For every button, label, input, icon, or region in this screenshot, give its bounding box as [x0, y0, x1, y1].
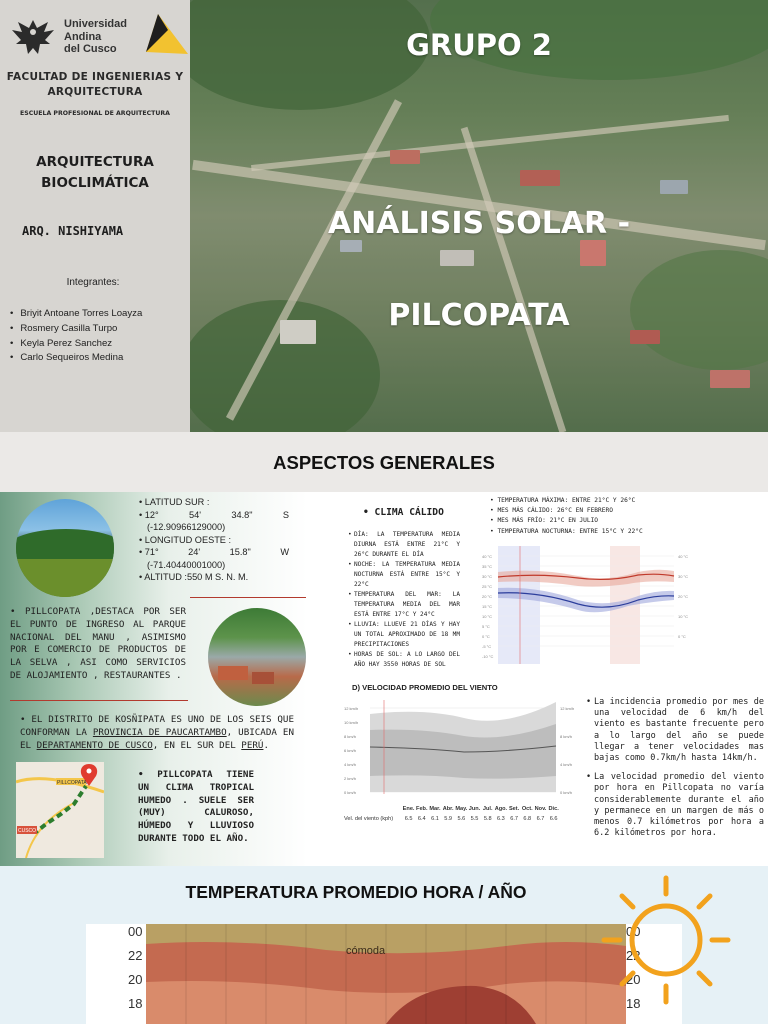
map-label-cusco: CUSCO	[18, 828, 37, 834]
pilcopata-description: • PILLCOPATA ,DESTACA POR SER EL PUNTO DE INGRESO AL PARQUE NACIONAL DEL MANU , ASIMISMO POR E COMERCIO DE PRODUCTOS DE LA SELVA , ASI COMO SERVICIOS DE ALOJAMIENTO , RESTAURANTES .	[10, 606, 186, 681]
svg-text:5 °C: 5 °C	[482, 624, 490, 629]
country-link[interactable]: PERÚ	[241, 739, 264, 751]
svg-text:4 km/h: 4 km/h	[344, 762, 357, 767]
svg-text:6 km/h: 6 km/h	[344, 748, 357, 753]
department-link[interactable]: DEPARTAMENTO DE CUSCO	[36, 739, 153, 751]
clima-item: • DÍA: LA TEMPERATURA MEDIA DIURNA ESTÁ ENTRE 21°C Y 26°C DURANTE EL DÍA	[348, 530, 460, 560]
map-label-pilcopata: PILLCOPATA	[57, 780, 87, 786]
province-link[interactable]: PROVINCIA DE PAUCARTAMBO	[92, 726, 227, 738]
latitude-label: • LATITUD SUR :	[139, 497, 210, 507]
university-logo	[10, 14, 180, 60]
mountain-landscape-photo	[16, 499, 114, 597]
location-map	[16, 762, 104, 858]
sun-icon	[598, 870, 738, 1010]
svg-text:0 km/h: 0 km/h	[560, 790, 573, 795]
coordinates-block	[139, 496, 289, 584]
yellow-triangle-logo-icon	[144, 14, 188, 56]
divider-line	[190, 597, 306, 598]
longitude-dms: • 71° 24' 15.8" W	[139, 547, 289, 557]
svg-text:10 °C: 10 °C	[678, 614, 689, 619]
svg-text:4 km/h: 4 km/h	[560, 762, 573, 767]
district-description: • EL DISTRITO DE KOSÑIPATA ES UNO DE LOS SEIS QUE CONFORMAN LA PROVINCIA DE PAUCARTAMBO, UBICADA EN EL DEPARTAMENTO DE CUSCO, EN EL SUR DEL PERÚ.	[20, 714, 294, 751]
svg-text:10 km/h: 10 km/h	[344, 720, 359, 725]
members-title: Integrantes:	[66, 277, 120, 288]
svg-text:15 °C: 15 °C	[482, 604, 493, 609]
faculty-name: FACULTAD DE INGENIERIAS Y ARQUITECTURA	[6, 71, 184, 98]
svg-text:2 km/h: 2 km/h	[344, 776, 357, 781]
temp-item: • TEMPERATURA NOCTURNA: ENTRE 15°C Y 22°C	[490, 527, 643, 537]
y-tick-left: 00	[128, 924, 143, 939]
wind-chart-title: D) VELOCIDAD PROMEDIO DEL VIENTO	[352, 683, 498, 692]
temp-item: • MES MÁS FRÍO: 21°C EN JULIO	[490, 516, 643, 526]
svg-text:-5 °C: -5 °C	[482, 644, 492, 649]
cover-sidebar	[0, 0, 190, 432]
temp-item: • TEMPERATURA MÁXIMA: ENTRE 21°C Y 26°C	[490, 496, 643, 506]
svg-text:25 °C: 25 °C	[482, 584, 493, 589]
eagle-emblem-icon	[10, 14, 56, 60]
y-tick-left: 22	[128, 948, 143, 963]
university-name: Universidad Andina del Cusco	[64, 18, 127, 55]
svg-text:8 km/h: 8 km/h	[560, 734, 573, 739]
latitude-decimal: (-12.90966129000)	[147, 522, 226, 532]
member-item: • Keyla Perez Sanchez	[10, 337, 142, 352]
svg-text:40 °C: 40 °C	[678, 554, 689, 559]
svg-text:40 °C: 40 °C	[482, 554, 493, 559]
professor-name: ARQ. NISHIYAMA	[22, 224, 124, 238]
cover-section	[0, 0, 768, 432]
school-name: ESCUELA PROFESIONAL DE ARQUITECTURA	[20, 110, 170, 117]
wind-notes	[586, 697, 764, 847]
svg-text:12 km/h: 12 km/h	[344, 706, 359, 711]
monthly-temperature-chart	[478, 544, 692, 680]
longitude-decimal: (-71.40440001000)	[147, 559, 226, 570]
divider-line	[10, 700, 188, 701]
longitude-label: • LONGITUD OESTE :	[139, 534, 232, 545]
svg-text:0 °C: 0 °C	[482, 634, 490, 639]
clima-item: • HORAS DE SOL: A LO LARGO DEL AÑO HAY 3550 HORAS DE SOL	[348, 650, 460, 670]
member-item: • Carlo Sequeiros Medina	[10, 351, 142, 366]
latitude-dms: • 12° 54' 34.8" S	[139, 509, 289, 520]
wind-note: • La incidencia promedio por mes de una velocidad de 6 km/h del viento es bastante frecuente pero a lo largo del año se puede llegar a tener velocidades mas bajas como 0.7km/h hasta 14km/h.	[586, 697, 764, 764]
svg-text:12 km/h: 12 km/h	[560, 706, 575, 711]
y-tick-left: 18	[128, 996, 143, 1011]
clima-item: • LLUVIA: LLUEVE 21 DÍAS Y HAY UN TOTAL APROXIMADO DE 18 MM PRECIPITACIONES	[348, 620, 460, 650]
svg-text:30 °C: 30 °C	[678, 574, 689, 579]
temp-item: • MES MÁS CÁLIDO: 26°C EN FEBRERO	[490, 506, 643, 516]
section-title-aspectos: ASPECTOS GENERALES	[273, 452, 495, 473]
y-tick-right: 20	[626, 972, 641, 987]
wind-speed-table	[344, 806, 580, 822]
svg-text:20 °C: 20 °C	[678, 594, 689, 599]
group-title: GRUPO 2	[406, 28, 552, 62]
clima-item: • TEMPERATURA DEL MAR: LA TEMPERATURA MEDIA DEL MAR ESTÁ ENTRE 17°C Y 24°C	[348, 590, 460, 620]
clima-item: • NOCHE: LA TEMPERATURA MEDIA NOCTURNA ESTÁ ENTRE 15°C Y 22°C	[348, 560, 460, 590]
y-tick-right: 00	[626, 924, 641, 939]
main-title-line1: ANÁLISIS SOLAR -	[327, 206, 631, 241]
svg-text:0 km/h: 0 km/h	[344, 790, 357, 795]
svg-text:35 °C: 35 °C	[482, 564, 493, 569]
members-list	[10, 307, 142, 366]
svg-text:-10 °C: -10 °C	[482, 654, 494, 659]
member-item: • Briyit Antoane Torres Loayza	[10, 307, 142, 322]
heatmap-band-label: cómoda	[346, 945, 386, 957]
climate-description: • PILLCOPATA TIENE UN CLIMA TROPICAL HUMEDO . SUELE SER (MUY) CALUROSO, HÚMEDO Y LLUVIOSO DURANTE TODO EL AÑO.	[138, 769, 254, 844]
main-title-line2: PILCOPATA	[388, 298, 570, 333]
temperature-summary	[490, 496, 643, 537]
altitude: • ALTITUD :550 M S. N. M.	[139, 572, 249, 582]
y-tick-right: 22	[626, 948, 641, 963]
clima-list	[348, 530, 460, 670]
svg-text:30 °C: 30 °C	[482, 574, 493, 579]
wind-note: • La velocidad promedio del viento por hora en Pillcopata no varía considerablemente durante el año y permanece en un margen de más o menos 0.7 kilómetros por hora a 6.2 kilómetros por hora.	[586, 772, 764, 839]
wind-table-values: Vel. del viento (kph) 6.5 6.4 6.1 5.9 5.6 5.5 5.8 6.3 6.7 6.8 6.7 6.6	[344, 816, 558, 822]
member-item: • Rosmery Casilla Turpo	[10, 322, 142, 337]
clima-title: • CLIMA CÁLIDO	[363, 507, 444, 518]
svg-text:20 °C: 20 °C	[482, 594, 493, 599]
course-name: ARQUITECTURA BIOCLIMÁTICA	[36, 154, 154, 191]
svg-text:0 °C: 0 °C	[678, 634, 686, 639]
y-tick-left: 20	[128, 972, 143, 987]
svg-text:10 °C: 10 °C	[482, 614, 493, 619]
hourly-temperature-title: TEMPERATURA PROMEDIO HORA / AÑO	[185, 882, 527, 902]
hourly-temperature-heatmap	[86, 924, 682, 1024]
svg-text:8 km/h: 8 km/h	[344, 734, 357, 739]
town-river-photo	[208, 608, 306, 706]
y-tick-right: 18	[626, 996, 641, 1011]
wind-table-header: Ene. Feb. Mar. Abr. May. Jun. Jul. Ago. Set. Oct. Nov. Dic.	[402, 806, 559, 812]
